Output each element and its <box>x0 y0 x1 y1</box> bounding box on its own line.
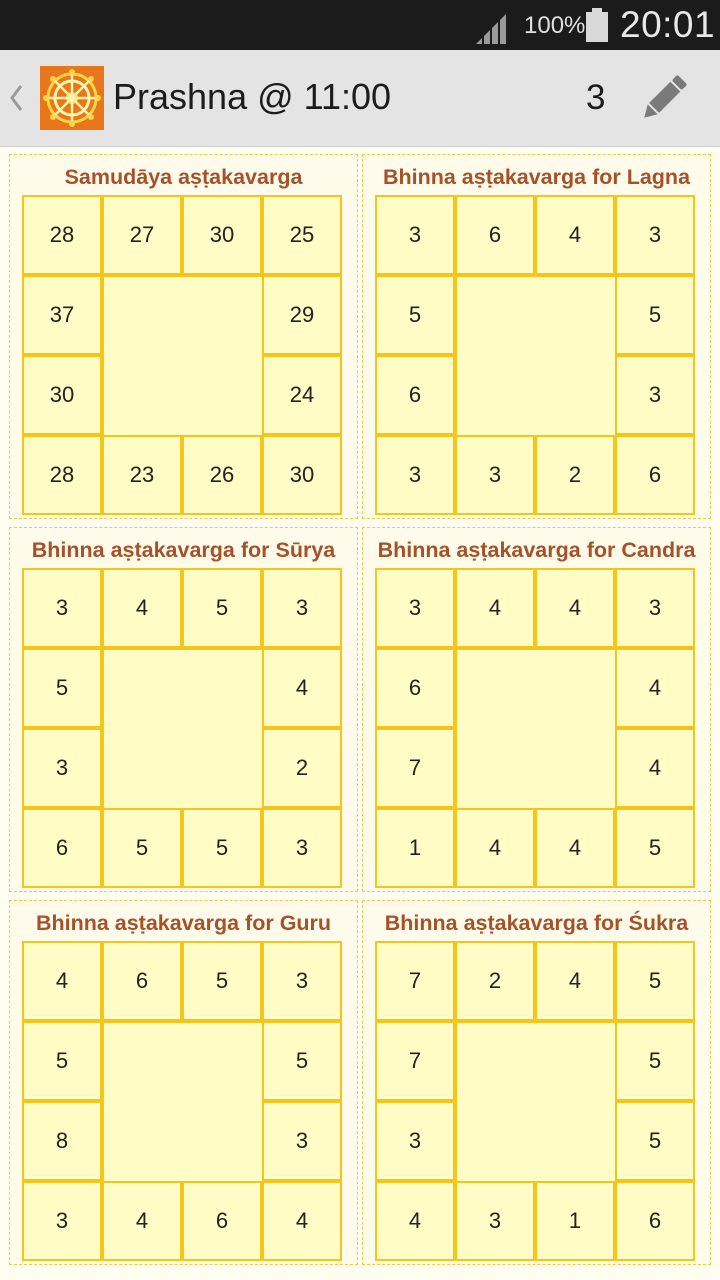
chart-cell: 25 <box>262 195 342 275</box>
chart-cell: 6 <box>375 355 455 435</box>
chart-cell: 6 <box>22 808 102 888</box>
chart-panel <box>9 900 358 1265</box>
chart-cell: 24 <box>262 355 342 435</box>
chart-title: Samudāya aṣṭakavarga <box>64 165 303 189</box>
battery-percent: 100% <box>524 12 586 39</box>
chart-cell: 5 <box>182 941 262 1021</box>
chart-cell: 6 <box>375 648 455 728</box>
chart-cell: 2 <box>262 728 342 808</box>
chart-cell: 4 <box>22 941 102 1021</box>
chart-cell: 4 <box>455 808 535 888</box>
chart-cell: 8 <box>22 1101 102 1181</box>
chart-cell: 3 <box>22 568 102 648</box>
chart-cell: 28 <box>22 435 102 515</box>
chart-center <box>102 1021 264 1183</box>
chart-panel <box>362 527 711 892</box>
chart-cell: 3 <box>455 1181 535 1261</box>
chart-cell: 3 <box>375 435 455 515</box>
chart-cell: 23 <box>102 435 182 515</box>
chart-cell: 4 <box>375 1181 455 1261</box>
dharma-wheel-icon[interactable] <box>40 66 104 130</box>
chart-cell: 37 <box>22 275 102 355</box>
chart-cell: 4 <box>615 648 695 728</box>
chart-cell: 3 <box>375 568 455 648</box>
chart-cell: 1 <box>375 808 455 888</box>
chart-cell: 6 <box>102 941 182 1021</box>
chart-cell: 2 <box>455 941 535 1021</box>
status-bar <box>0 0 720 50</box>
chart-cell: 6 <box>182 1181 262 1261</box>
chart-cell: 5 <box>615 1101 695 1181</box>
chart-cell: 3 <box>262 941 342 1021</box>
chart-cell: 6 <box>455 195 535 275</box>
chart-cell: 5 <box>375 275 455 355</box>
action-bar <box>0 50 720 147</box>
chart-center <box>455 275 617 437</box>
chart-cell: 4 <box>615 728 695 808</box>
chart-cell: 4 <box>262 1181 342 1261</box>
chart-cell: 5 <box>262 1021 342 1101</box>
chart-cell: 3 <box>375 1101 455 1181</box>
count-label: 3 <box>586 78 606 117</box>
chart-cell: 5 <box>615 941 695 1021</box>
chart-cell: 30 <box>22 355 102 435</box>
chart-cell: 7 <box>375 728 455 808</box>
chart-panel <box>9 527 358 892</box>
chart-cell: 3 <box>22 728 102 808</box>
chart-cell: 3 <box>375 195 455 275</box>
chart-cell: 5 <box>615 1021 695 1101</box>
chart-cell: 5 <box>182 808 262 888</box>
chart-cell: 5 <box>22 648 102 728</box>
chart-cell: 26 <box>182 435 262 515</box>
chart-cell: 3 <box>262 808 342 888</box>
chart-cell: 7 <box>375 1021 455 1101</box>
battery-icon <box>585 8 609 42</box>
chart-cell: 29 <box>262 275 342 355</box>
chart-cell: 5 <box>182 568 262 648</box>
chart-cell: 3 <box>615 355 695 435</box>
chart-cell: 6 <box>615 435 695 515</box>
chart-title: Bhinna aṣṭakavarga for Lagna <box>382 165 691 189</box>
chart-cell: 30 <box>262 435 342 515</box>
chart-cell: 4 <box>535 941 615 1021</box>
chart-cell: 4 <box>455 568 535 648</box>
chart-cell: 3 <box>455 435 535 515</box>
chart-title: Bhinna aṣṭakavarga for Sūrya <box>31 538 336 562</box>
chart-cell: 5 <box>615 275 695 355</box>
chart-cell: 3 <box>615 195 695 275</box>
chart-cell: 5 <box>102 808 182 888</box>
chart-grid <box>22 568 344 890</box>
chart-cell: 4 <box>535 195 615 275</box>
chart-center <box>455 648 617 810</box>
chart-panel <box>362 154 711 519</box>
chart-cell: 3 <box>262 568 342 648</box>
chart-cell: 4 <box>102 568 182 648</box>
chart-cell: 30 <box>182 195 262 275</box>
page-title: Prashna @ 11:00 <box>113 76 392 117</box>
pencil-icon[interactable] <box>636 70 692 126</box>
chart-center <box>455 1021 617 1183</box>
chart-cell: 3 <box>262 1101 342 1181</box>
chart-cell: 5 <box>615 808 695 888</box>
status-time: 20:01 <box>620 4 716 45</box>
chevron-left-icon[interactable] <box>6 78 26 118</box>
chart-cell: 7 <box>375 941 455 1021</box>
chart-panel <box>9 154 358 519</box>
chart-center <box>102 648 264 810</box>
chart-cell: 28 <box>22 195 102 275</box>
chart-grid <box>375 568 697 890</box>
chart-grid <box>22 941 344 1263</box>
chart-cell: 4 <box>535 568 615 648</box>
chart-panel <box>362 900 711 1265</box>
chart-center <box>102 275 264 437</box>
chart-grid <box>22 195 344 517</box>
chart-grid <box>375 941 697 1263</box>
chart-cell: 6 <box>615 1181 695 1261</box>
chart-cell: 3 <box>22 1181 102 1261</box>
chart-title: Bhinna aṣṭakavarga for Guru <box>35 911 332 935</box>
chart-cell: 4 <box>262 648 342 728</box>
chart-title: Bhinna aṣṭakavarga for Śukra <box>384 911 689 935</box>
chart-cell: 5 <box>22 1021 102 1101</box>
chart-cell: 1 <box>535 1181 615 1261</box>
chart-cell: 4 <box>102 1181 182 1261</box>
chart-cell: 27 <box>102 195 182 275</box>
chart-cell: 2 <box>535 435 615 515</box>
chart-cell: 3 <box>615 568 695 648</box>
signal-icon <box>474 12 510 44</box>
chart-cell: 4 <box>535 808 615 888</box>
chart-grid <box>375 195 697 517</box>
chart-title: Bhinna aṣṭakavarga for Candra <box>377 538 696 562</box>
